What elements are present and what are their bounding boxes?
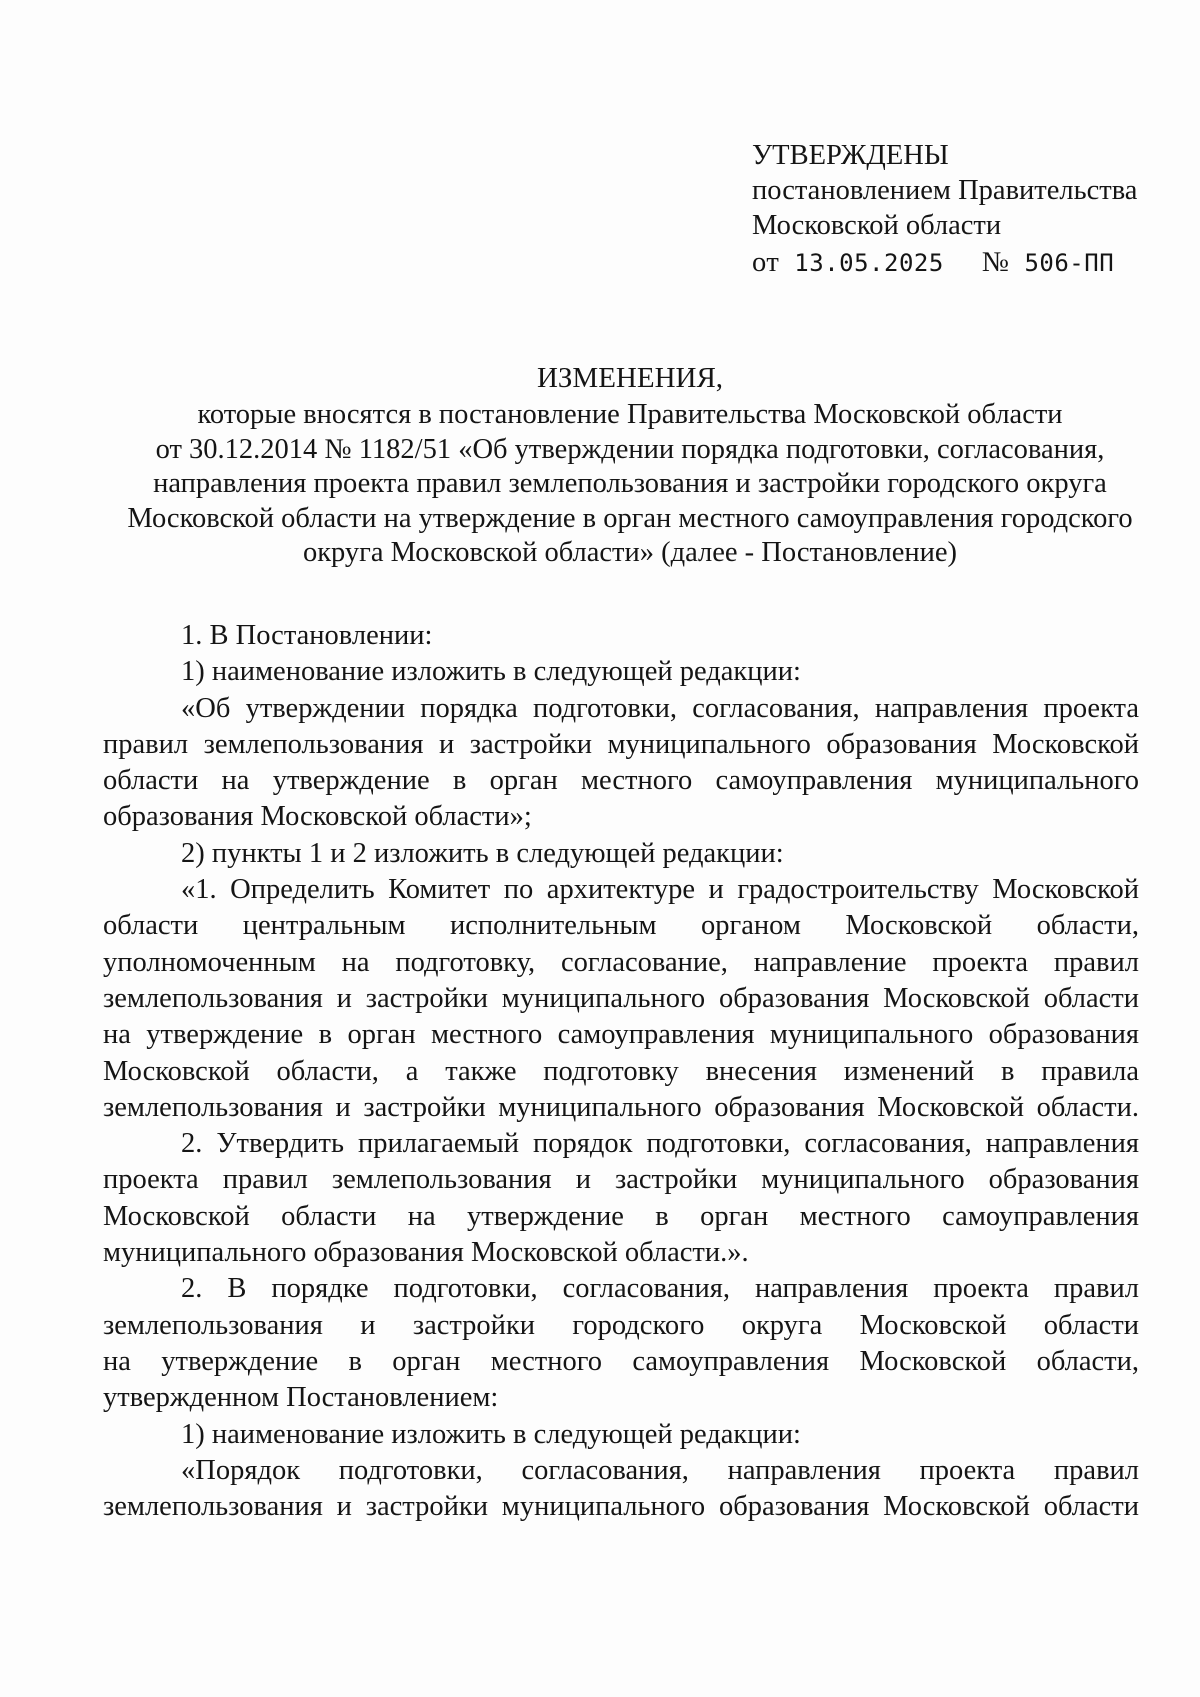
approval-heading: УТВЕРЖДЕНЫ xyxy=(752,140,949,171)
paragraph-8 xyxy=(103,1417,1139,1453)
paragraph-line: «Об утверждении порядка подготовки, согласования, направления проекта xyxy=(181,692,1139,724)
subtitle-line: которые вносятся в постановление Правительства Московской области xyxy=(197,399,1063,430)
paragraph-6 xyxy=(103,1126,1139,1271)
approval-number-sign: № xyxy=(981,247,1010,278)
document-body xyxy=(103,618,1139,1525)
paragraph-1 xyxy=(103,618,1139,654)
paragraph-line: проекта правил землепользования и застройки муниципального образования xyxy=(103,1164,1139,1196)
subtitle-line: направления проекта правил землепользования и застройки городского округа xyxy=(153,468,1107,500)
paragraph-5 xyxy=(103,872,1139,1126)
paragraph-2 xyxy=(103,654,1139,690)
paragraph-3 xyxy=(103,691,1139,836)
paragraph-line: Московской области, а также подготовку внесения изменений в правила xyxy=(103,1055,1139,1087)
paragraph-line: 2. В порядке подготовки, согласования, направления проекта правил xyxy=(181,1273,1139,1305)
paragraph-line: землепользования и застройки муниципального образования Московской области xyxy=(103,982,1139,1014)
paragraph-line: землепользования и застройки муниципального образования Московской области xyxy=(103,1491,1139,1523)
paragraph-4-text: 2) пункты 1 и 2 изложить в следующей редакции: xyxy=(181,837,784,869)
paragraph-line: уполномоченным на подготовку, согласование, направление проекта правил xyxy=(103,946,1139,978)
paragraph-line: образования Московской области»; xyxy=(103,801,532,833)
paragraph-7 xyxy=(103,1271,1139,1416)
paragraph-2-text: 1) наименование изложить в следующей редакции: xyxy=(181,656,801,688)
paragraph-line: Московской области на утверждение в орган местного самоуправления xyxy=(103,1200,1139,1232)
document-subtitle xyxy=(118,398,1142,571)
paragraph-line: на утверждение в орган местного самоуправления Московской области, xyxy=(103,1345,1139,1377)
paragraph-1-text: 1. В Постановлении: xyxy=(181,620,433,651)
approval-line-1: постановлением Правительства xyxy=(752,175,1138,206)
document-title: ИЗМЕНЕНИЯ, xyxy=(536,362,724,394)
paragraph-line: 2. Утвердить прилагаемый порядок подготовки, согласования, направления xyxy=(181,1128,1139,1160)
approval-stamp xyxy=(752,138,1162,281)
paragraph-line: области центральным исполнительным органом Московской области, xyxy=(103,910,1139,942)
approval-line-2: Московской области xyxy=(752,210,1002,241)
paragraph-line: утвержденном Постановлением: xyxy=(103,1382,499,1414)
paragraph-line: на утверждение в орган местного самоуправления муниципального образования xyxy=(103,1019,1139,1051)
paragraph-8-text: 1) наименование изложить в следующей редакции: xyxy=(181,1418,801,1450)
paragraph-line: «Порядок подготовки, согласования, направления проекта правил xyxy=(181,1454,1139,1486)
paragraph-line: муниципального образования Московской области.». xyxy=(103,1237,749,1269)
paragraph-line: землепользования и застройки городского округа Московской области xyxy=(103,1309,1139,1341)
paragraph-9 xyxy=(103,1453,1139,1526)
paragraph-line: «1. Определить Комитет по архитектуре и градостроительству Московской xyxy=(181,874,1139,906)
subtitle-line: округа Московской области» (далее - Постановление) xyxy=(302,537,958,569)
approval-from: от xyxy=(752,247,780,278)
approval-date-number xyxy=(752,245,1162,281)
paragraph-line: правил землепользования и застройки муниципального образования Московской xyxy=(103,728,1139,760)
subtitle-line: от 30.12.2014 № 1182/51 «Об утверждении порядка подготовки, согласования, xyxy=(155,433,1105,465)
paragraph-4 xyxy=(103,836,1139,872)
subtitle-line: Московской области на утверждение в орган местного самоуправления городского xyxy=(127,502,1133,534)
paragraph-line: землепользования и застройки муниципального образования Московской области. xyxy=(103,1091,1139,1123)
approval-number: 506-ПП xyxy=(1024,249,1115,277)
paragraph-line: области на утверждение в орган местного самоуправления муниципального xyxy=(103,765,1139,797)
approval-date: 13.05.2025 xyxy=(794,249,944,277)
